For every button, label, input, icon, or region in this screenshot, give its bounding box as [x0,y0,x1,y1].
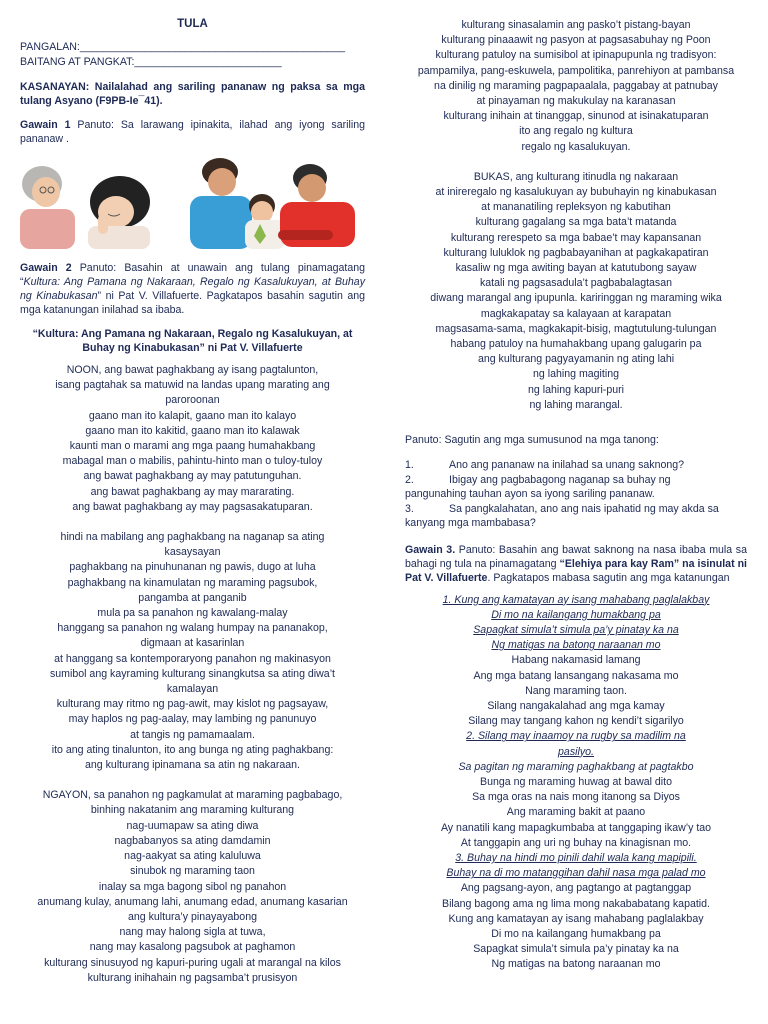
poem-left-line [20,515,365,530]
left-column [20,18,365,986]
poem-left-line: paroroonan [165,394,220,407]
poem-left-line: at hanggang sa kontemporaryong panahon ng makinasyon [54,652,331,665]
poem-right-line: kulturang inihain at tinanggap, sinunod at isinakatuparan [443,110,709,123]
page-title: TULA [177,18,208,30]
poem-right-line: kulturang luluklok ng pagbabayanihan at pagkakapatiran [443,246,709,259]
poem-left-line: ang kulturang ipinamana sa atin ng nakaraan. [85,759,300,772]
right-column [405,18,747,973]
elehiya-line: Ng matigas na batong naraanan mo [491,958,661,971]
poem-right-line: regalo ng kasalukuyan. [521,140,631,153]
gawain-3-label: Gawain 3. [405,543,456,556]
poem-left-line: digmaan at kasarinlan [140,637,245,650]
poem-left-line: nang may kasalong pagsubok at paghamon [89,941,296,954]
elehiya-stanzas [405,593,747,973]
question-continuation: pangunahing tauhan ayon sa iyong sariling pananaw. [405,488,655,501]
poem-right-line: ng lahing kapuri-puri [528,383,624,396]
poem-left-line: sinubok ng maraming taon [130,865,255,878]
poem-right-line: kulturang pinaaawit ng pasyon at pagsasabuhay ng Poon [441,34,711,47]
poem-right-line: kasaliw ng mga awiting bayan at katutubong sayaw [455,262,697,275]
question-number: 2. [405,473,414,486]
poem-left-line: kaunti man o marami ang mga paang humahakbang [69,440,316,453]
poem-left-line: ang bawat paghakbang ay may mararating. [90,485,295,498]
poem-left-line: isang pagtahak sa matuwid na landas upang marating ang [55,379,330,392]
kasanayan: KASANAYAN: Nailalahad ang sariling pananaw ng paksa sa mga tulang Asyano (F9PB-Ie¯41). [20,81,365,107]
poem-left-line: ang kultura’y pinayayabong [128,910,257,923]
girl-figure [88,176,150,249]
elehiya-line: Sa mga oras na nais mong itanong sa Diyos [472,791,680,804]
poem-right-line: ng lahing magiting [533,368,619,381]
poem-left-line: may haplos ng pag-aalay, may lambing ng panunuyo [68,713,317,726]
gawain-2-text-b: ” ni Pat V. Villafuerte. Pagkatapos basahin sagutin ang mga katanungan inilahad sa ibaba. [20,290,366,316]
elehiya-line: Habang nakamasid lamang [511,654,641,667]
question-text: Sa pangkalahatan, ano ang nais ipahatid ng may akda sa [449,502,719,515]
poem-left-line: gaano man ito kalapit, gaano man ito kalayo [88,409,297,422]
gawain-1-text: Panuto: Sa larawang ipinakita, ilahad ang iyong sariling pananaw . [20,119,365,145]
poem-right-line: at inireregalo ng kasalukuyan ay bubuhayin ng kinabukasan [435,186,717,199]
elehiya-line: Buhay na di mo matanggihan dahil nasa mga palad mo [446,867,706,880]
poem-right-line: magkakapatay sa kalayaan at karapatan [480,307,672,320]
poem-right-line: kulturang sinasalamin ang pasko’t pistang-bayan [461,19,691,31]
poem-left-line: pangamba at panganib [138,591,247,604]
poem-right-line: katali ng pagsasadula’t pagbabalagtasan [479,277,673,290]
elehiya-line: Silang may tangang kahon ng kendi’t sigarilyo [468,715,684,728]
poem-left-line: kulturang may ritmo ng pag-awit, may kislot ng pagsayaw, [56,698,329,711]
panuto-tanong: Panuto: Sagutin ang mga sumusunod na mga tanong: [405,434,659,447]
poem-left-line: NOON, ang bawat paghakbang ay isang pagtalunton, [66,364,319,376]
poem-left-line: binhing nakatanim ang maraming kulturang [90,804,295,817]
poem-right-line: magsasama-sama, magkakapit-bisig, magtutulung-tulungan [435,322,717,335]
gawain-3-instruction [405,543,747,585]
poem-left-line: paghakbang na pinuhunanan ng pawis, dugo at luha [69,561,316,574]
poem-left-line: nagbabanyos sa ating damdamin [114,834,271,847]
poem-right-line: at mananatiling repleksyon ng kabutihan [481,201,671,214]
poem-left-line: nag-aakyat sa ating kaluluwa [124,850,261,863]
gawain-3-text-a: Panuto: Basahin ang bawat saknong na nasa ibaba mula sa bahagi ng tula na pinamagatang [405,543,747,570]
elehiya-line: Bunga ng maraming huwag at bawal dito [480,776,672,789]
elehiya-line: Nang maraming taon. [525,684,627,697]
question-text: Ibigay ang pagbabagong naganap sa buhay ng [449,473,671,486]
elehiya-line: Ang maraming bakit at paano [506,806,646,819]
poem-right-lines [405,18,747,413]
poem-right-line: at pinayaman ng makukulay na karanasan [476,95,676,108]
poem-right-line: ng lahing marangal. [529,398,623,411]
elehiya-line: Silang nangakalahad ang mga kamay [487,700,665,712]
poem-right-line: kulturang patuloy na sumisibol at ipinapupunla ng tradisyon: [435,49,717,62]
baitang-field[interactable]: BAITANG AT PANGKAT:_________________________ [20,56,282,68]
man-in-red-figure [278,164,355,247]
elehiya-line: Sa pagitan ng maraming paghakbang at pagtakbo [458,760,694,773]
question-number: 1. [405,459,414,472]
poem-left-line: hanggang sa panahon ng walang humpay na pananakop, [57,622,328,635]
poem-left-line: nang may halong sigla at tuwa, [119,926,266,939]
poem-right-line: pampamilya, pang-eskuwela, pampolitika, panrehiyon at pambansa [417,64,735,77]
poem-left-line [20,773,365,788]
elehiya-title: “Elehiya para kay Ram” na isinulat ni Pat V. Villafuerte [405,557,747,584]
poem-right-line: kulturang rerespeto sa mga babae’t may kapansanan [450,231,702,244]
gawain-1-label: Gawain 1 [20,119,71,131]
poem-left-line: anumang kulay, anumang lahi, anumang edad, anumang kasarian [37,895,348,908]
gawain-2-label: Gawain 2 [20,262,72,274]
poem-left-lines [20,363,365,986]
family-illustration [20,154,365,249]
poem-left-line: sumibol ang kayraming kulturang sinangkutsa sa ating diwa’t [49,667,335,680]
elehiya-line: Kung ang kamatayan ay isang mahabang paglalakbay [448,912,704,925]
elehiya-line: Di mo na kailangang humakbang pa [491,608,661,621]
question-continuation: kanyang mga mambabasa? [405,517,536,530]
child-figure [245,194,285,249]
poem-right-line: habang patuloy na humahakbang upang galugarin pa [450,338,702,351]
poem-left-line: mabagal man o mabilis, pahintu-hinto man o tuloy-tuloy [62,455,323,468]
elehiya-line: Bilang bagong ama ng lima mong nakababatang kapatid. [442,897,710,910]
poem-left-line: at tangis ng pamamaalam. [130,728,255,741]
poem-right-line: ang kulturang pagyayamanin ng ating lahi [477,353,675,366]
father-figure [190,158,252,249]
question-item [405,473,747,488]
elehiya-line: Sapagkat simula’t simula pa’y pinatay ka na [473,623,679,636]
poem-title-italic: Kultura: Ang Pamana ng Nakaraan, Regalo ng Kasalukuyan, at Buhay ng Kinabukasan [20,276,365,302]
gawain-3-text-b: . Pagkatapos mabasa sagutin ang mga katanungan [487,571,730,584]
poem-right-line: kulturang gagalang sa mga bata’t matanda [475,216,677,229]
elehiya-line: 1. Kung ang kamatayan ay isang mahabang paglalakbay [442,593,710,606]
poem-left-line: inalay sa mga bagong sibol ng panahon [98,880,287,893]
poem-right-line: na dinilig ng maraming pagpapaalala, paggabay at patnubay [434,79,718,92]
poem-right-line [405,155,747,170]
poem-right-line: ito ang regalo ng kultura [519,125,633,138]
gawain-1-instruction [20,118,365,146]
poem-left-line: mula pa sa panahon ng kawalang-malay [97,607,288,620]
elehiya-line: Ang mga batang lansangang nakasama mo [473,669,679,682]
poem-left-line: kulturang inihahain ng pagsamba’t prusisyon [87,971,298,984]
question-item [405,502,747,517]
poem-left-line: paghakbang na kinamulatan ng maraming pagsubok, [67,576,318,589]
poem-title: “Kultura: Ang Pamana ng Nakaraan, Regalo ng Kasalukuyan, at Buhay ng Kinabukasan” ni Pat V. Villafuerte [32,328,353,354]
poem-left-line: nag-uumapaw sa ating diwa [126,819,259,832]
elehiya-line: Sapagkat simula’t simula pa’y pinatay ka na [473,943,679,956]
poem-left-line: kamalayan [166,683,219,696]
poem-right-line: diwang marangal ang ipupunla. kariringgan ng maraming wika [430,292,722,305]
poem-left-line: NGAYON, sa panahon ng pagkamulat at maraming pagbabago, [42,789,343,802]
gawain-2-text-a: Panuto: Basahin at unawain ang tulang pinamagatang “ [20,262,366,288]
elehiya-line: Ay nanatili kang mapagkumbaba at tanggaping ikaw’y tao [440,821,712,834]
gawain-2-instruction [20,261,365,317]
elehiya-line: 3. Buhay na hindi mo pinili dahil wala kang mapipili. [455,852,697,865]
question-number: 3. [405,502,414,515]
poem-left-line: ang bawat paghakbang ay may patutunguhan. [83,470,302,483]
grandmother-figure [20,166,75,249]
elehiya-line: pasilyo. [558,745,594,758]
elehiya-line: Ang pagsang-ayon, ang pagtango at pagtanggap [460,882,692,895]
pangalan-field[interactable]: PANGALAN:_____________________________________________ [20,41,345,53]
poem-left-line: ito ang ating tinalunton, ito ang bunga ng ating paghakbang: [51,743,334,756]
poem-right-line: BUKAS, ang kulturang itinudla ng nakaraan [473,170,679,183]
poem-left-line: hindi na mabilang ang paghakbang na naganap sa ating [60,531,325,544]
poem-left-line: kasaysayan [164,546,221,559]
elehiya-line: 2. Silang may inaamoy na rugby sa madilim na [466,730,686,743]
poem-left-line: gaano man ito kakitid, gaano man ito kalawak [85,424,300,437]
question-item [405,458,747,473]
poem-left-line: ang bawat paghakbang ay may pagsasakatuparan. [72,500,313,513]
question-list [405,458,747,531]
illustration [20,154,365,249]
elehiya-line: Ng matigas na batong naraanan mo [491,639,661,652]
elehiya-line: At tanggapin ang uri ng buhay na kinagisnan mo. [460,836,692,849]
poem-left-line: kulturang sinusuyod ng kapuri-puring ugali at marangal na kilos [44,956,341,969]
question-text: Ano ang pananaw na inilahad sa unang saknong? [449,459,685,472]
elehiya-line: Di mo na kailangang humakbang pa [491,928,661,941]
